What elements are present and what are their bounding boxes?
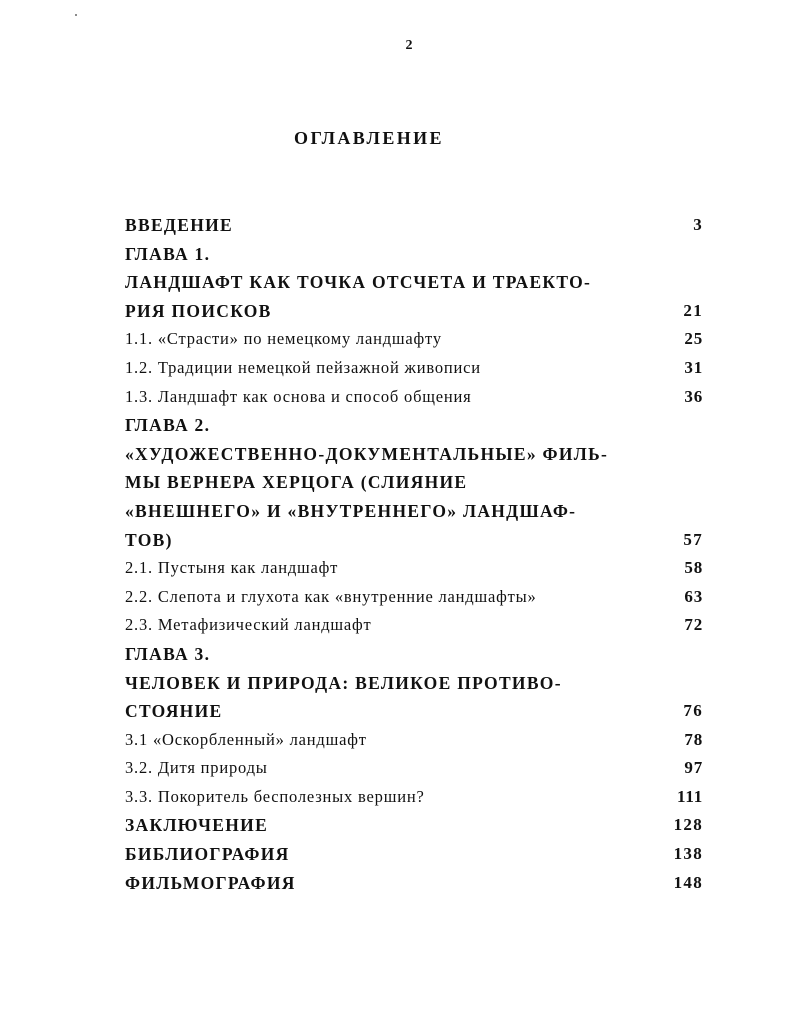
toc-entry [125, 611, 703, 640]
toc-entry-title: СТОЯНИЕ [125, 701, 223, 722]
scan-speck [75, 14, 77, 16]
toc-entry-title: ЗАКЛЮЧЕНИЕ [125, 815, 269, 836]
toc-entry-page: 36 [684, 386, 703, 406]
toc-entry-title: 2.2. Слепота и глухота как «внутренние ландшафты» [125, 586, 537, 606]
toc-entry-page: 78 [684, 729, 703, 749]
toc-entry-title: «ХУДОЖЕСТВЕННО-ДОКУМЕНТАЛЬНЫЕ» ФИЛЬ- [125, 443, 609, 464]
toc-entry [125, 869, 703, 898]
toc-entry-title: 1.3. Ландшафт как основа и способ общения [125, 386, 472, 406]
toc-entry-title: 1.2. Традиции немецкой пейзажной живописи [125, 357, 481, 377]
table-of-contents [125, 211, 703, 897]
toc-entry-page: 31 [684, 357, 703, 377]
toc-entry-title: 3.1 «Оскорбленный» ландшафт [125, 729, 367, 749]
toc-entry-title: ГЛАВА 3. [125, 643, 211, 664]
toc-entry [125, 240, 703, 269]
toc-entry [125, 211, 703, 240]
toc-entry-title: ГЛАВА 2. [125, 415, 211, 436]
toc-entry [125, 354, 703, 383]
toc-entry [125, 640, 703, 669]
toc-entry [125, 526, 703, 555]
toc-entry [125, 811, 703, 840]
toc-entry-page: 3 [693, 215, 703, 234]
toc-entry-title: 1.1. «Страсти» по немецкому ландшафту [125, 329, 442, 349]
toc-entry-title: ЧЕЛОВЕК И ПРИРОДА: ВЕЛИКОЕ ПРОТИВО- [125, 672, 562, 693]
toc-entry [125, 726, 703, 755]
toc-entry [125, 468, 703, 497]
toc-entry [125, 783, 703, 812]
toc-entry [125, 697, 703, 726]
toc-entry-page: 138 [673, 844, 703, 864]
toc-entry-page: 21 [683, 300, 703, 320]
toc-entry-page: 57 [683, 529, 703, 549]
toc-entry-page: 148 [673, 872, 703, 892]
page-number: 2 [405, 38, 413, 53]
toc-entry-title: 3.3. Покоритель бесполезных вершин? [125, 786, 425, 806]
toc-entry-page: 72 [684, 615, 703, 635]
toc-entry-title: РИЯ ПОИСКОВ [125, 300, 272, 321]
page-title: ОГЛАВЛЕНИЕ [294, 128, 444, 148]
toc-entry-title: МЫ ВЕРНЕРА ХЕРЦОГА (СЛИЯНИЕ [125, 472, 468, 493]
toc-entry-title: ТОВ) [125, 529, 173, 550]
toc-entry-page: 128 [673, 815, 703, 835]
toc-entry-title: ЛАНДШАФТ КАК ТОЧКА ОТСЧЕТА И ТРАЕКТО- [125, 272, 592, 293]
toc-entry-title: 2.1. Пустыня как ландшафт [125, 558, 339, 578]
toc-entry-title: 3.2. Дитя природы [125, 758, 268, 778]
toc-entry-title: ВВЕДЕНИЕ [125, 215, 234, 235]
toc-entry [125, 554, 703, 583]
toc-entry-title: «ВНЕШНЕГО» И «ВНУТРЕННЕГО» ЛАНДШАФ- [125, 500, 577, 521]
toc-entry [125, 383, 703, 412]
toc-entry [125, 440, 703, 469]
toc-entry-title: БИБЛИОГРАФИЯ [125, 844, 290, 865]
toc-entry-page: 25 [684, 329, 703, 349]
toc-entry [125, 268, 703, 297]
toc-entry [125, 669, 703, 698]
toc-entry-title: 2.3. Метафизический ландшафт [125, 615, 372, 635]
toc-entry-page: 58 [684, 558, 703, 578]
toc-entry [125, 497, 703, 526]
toc-entry-page: 111 [676, 786, 703, 806]
toc-entry [125, 583, 703, 612]
toc-entry-title: ФИЛЬМОГРАФИЯ [125, 872, 296, 893]
toc-entry [125, 411, 703, 440]
toc-entry [125, 840, 703, 869]
toc-entry [125, 325, 703, 354]
toc-entry-page: 76 [683, 701, 703, 721]
toc-entry-title: ГЛАВА 1. [125, 243, 211, 264]
toc-entry-page: 97 [684, 758, 703, 778]
toc-entry-page: 63 [684, 586, 703, 606]
toc-entry [125, 754, 703, 783]
toc-entry [125, 297, 703, 326]
